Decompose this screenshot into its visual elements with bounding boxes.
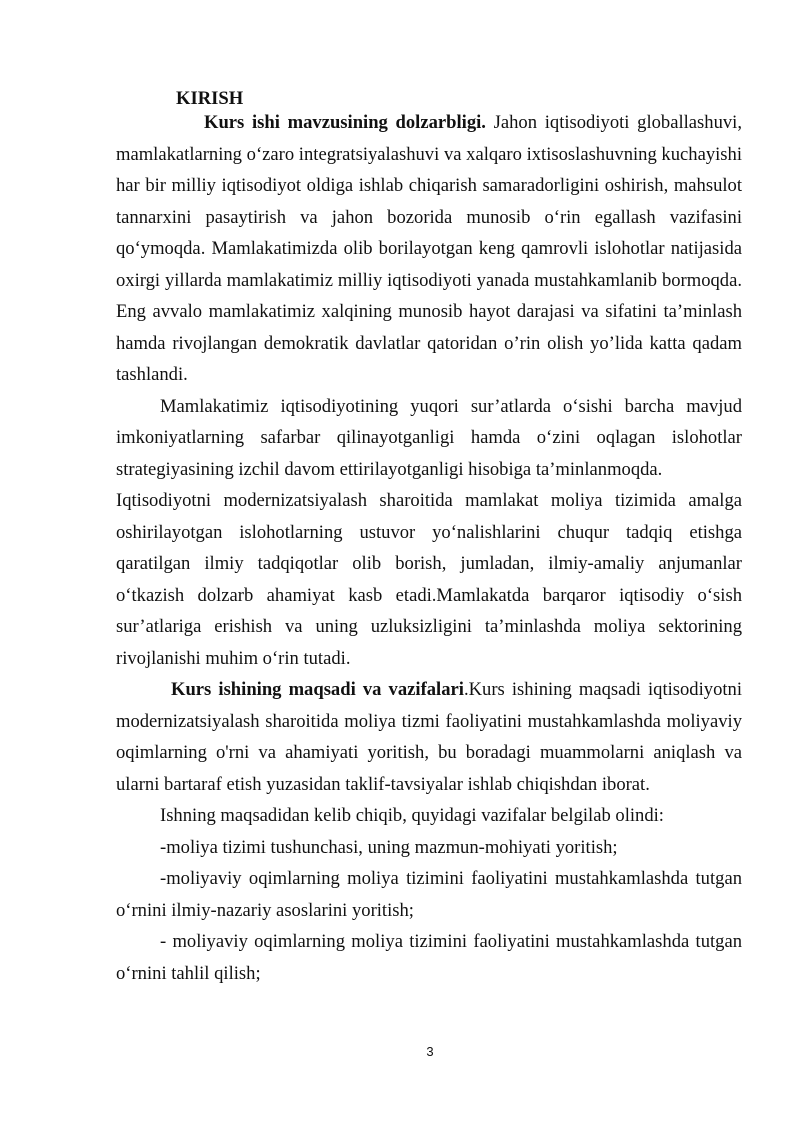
list-item: -moliya tizimi tushunchasi, uning mazmun-mohiyati yoritish;: [160, 836, 618, 858]
paragraph-lead: Kurs ishi mavzusining dolzarbligi.: [204, 112, 486, 133]
paragraph-relevance: [116, 107, 742, 391]
section-heading: KIRISH: [176, 88, 244, 109]
list-item: -moliyaviy oqimlarning moliya tizimini faoliyatini mustahkamlashda tutgan o‘rnini ilmiy-nazariy asoslarini yoritish;: [116, 868, 742, 921]
paragraph-modernization: Iqtisodiyotni modernizatsiyalash sharoitida mamlakat moliya tizimida amalga oshirilayotgan islohotlarning ustuvor yo‘nalishlarini chuqur tadqiq etishga qaratilgan ilmiy tadqiqotlar olib borish, jumladan, ilmiy-amaliy anjumanlar o‘tkazish dolzarb ahamiyat kasb etadi.Mamlakatda barqaror iqtisodiy o‘sish sur’atlariga erishish va uning uzluksizligini ta’minlashda moliya sektorining rivojlanishi muhim o‘rin tutadi.: [116, 490, 742, 669]
paragraph-goals: [116, 674, 742, 800]
paragraph-text: .Kurs ishining maqsadi iqtisodiyotni modernizatsiyalash sharoitida moliya tizmi faoliyatini mustahkamlashda moliyaviy oqimlarning o'rni va ahamiyati yoritish, bu boradagi muammolarni aniqlash va ularni bartaraf etish yuzasidan taklif-tavsiyalar ishlab chiqishdan iborat.: [116, 679, 742, 795]
list-item: - moliyaviy oqimlarning moliya tizimini faoliyatini mustahkamlashda tutgan o‘rnini tahlil qilish;: [116, 931, 742, 984]
page-number: 3: [426, 1044, 434, 1059]
paragraph-lead: Kurs ishining maqsadi va vazifalari: [171, 679, 464, 700]
paragraph-tasks-intro: Ishning maqsadidan kelib chiqib, quyidagi vazifalar belgilab olindi:: [160, 805, 664, 826]
paragraph-growth: Mamlakatimiz iqtisodiyotining yuqori sur’atlarda o‘sishi barcha mavjud imkoniyatlarning safarbar qilinayotganligi hamda o‘zini oqlagan islohotlar strategiyasining izchil davom ettirilayotganligi hisobiga ta’minlanmoqda.: [116, 395, 742, 480]
body-text: [116, 107, 742, 989]
paragraph-text: Jahon iqtisodiyoti globallashuvi, mamlakatlarning o‘zaro integratsiyalashuvi va xalqaro ixtisoslashuvning kuchayishi har bir milliy iqtisodiyot oldiga ishlab chiqarish samaradorligini oshirish, mahsulot tannarxini pasaytirish va jahon bozorida munosib o‘rin egallash vazifasini qo‘ymoqda. Mamlakatimizda olib borilayotgan keng qamrovli islohotlar natijasida oxirgi yillarda mamlakatimiz milliy iqtisodiyoti yanada mustahkamlanib bormoqda. Eng avvalo mamlakatimiz xalqining munosib hayot darajasi va sifatini ta’minlash hamda rivojlangan demokratik davlatlar qatoridan o’rin olish yo’lida katta qadam tashlandi.: [116, 112, 742, 385]
